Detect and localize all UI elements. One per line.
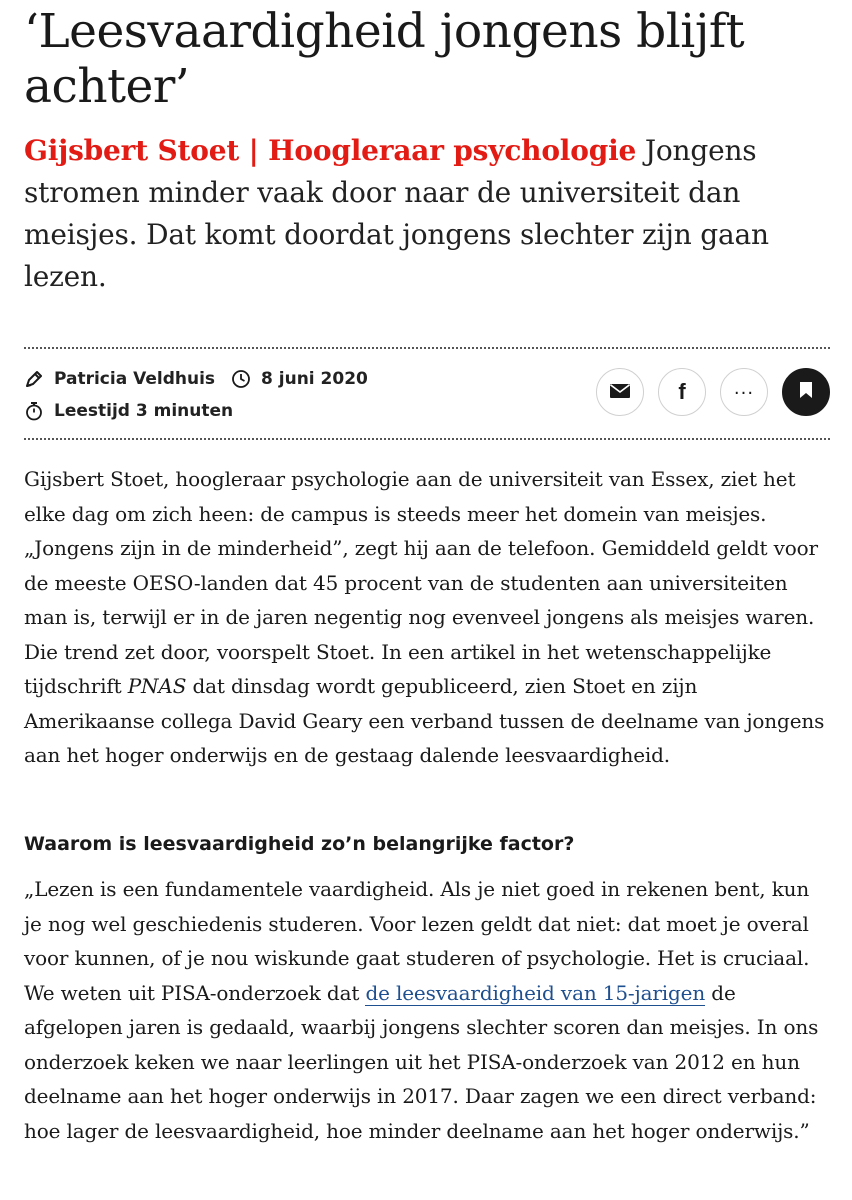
bookmark-button[interactable]	[782, 368, 830, 416]
email-share-button[interactable]	[596, 368, 644, 416]
paragraph-1	[24, 462, 830, 773]
paragraph-2	[24, 872, 830, 1148]
p1-text-b: dat dinsdag wordt gepubliceerd, zien Stoet en zijn Amerikaanse collega David Geary een verband tussen de deelname van jongens aan het hoger onderwijs en de gestaag dalende leesvaardigheid.	[24, 674, 825, 767]
facebook-share-button[interactable]	[658, 368, 706, 416]
intro-kicker[interactable]: Gijsbert Stoet | Hoogleraar psychologie	[24, 134, 637, 167]
meta-reading-time	[24, 401, 233, 421]
share-actions	[582, 368, 830, 416]
reading-time: Leestijd 3 minuten	[54, 401, 234, 421]
clock-icon	[231, 369, 251, 389]
journal-name: PNAS	[127, 674, 187, 698]
author-name[interactable]: Patricia Veldhuis	[54, 369, 216, 389]
p1-text-a: Gijsbert Stoet, hoogleraar psychologie aan de universiteit van Essex, ziet het elke dag om zich heen: de campus is steeds meer het domein van meisjes. „Jongens zijn in de minderheid”, zegt hij aan de telefoon. Gemiddeld geldt voor de meeste OESO-landen dat 45 procent van de studenten aan universiteiten man is, terwijl er in de jaren negentig nog evenveel jongens als meisjes waren. Die trend zet door, voorspelt Stoet. In een artikel in het wetenschappelijke tijdschrift	[24, 467, 818, 698]
publish-date: 8 juni 2020	[261, 369, 368, 389]
pisa-link[interactable]: de leesvaardigheid van 15-jarigen	[365, 980, 706, 1005]
question-subhead: Waarom is leesvaardigheid zo’n belangrijke factor?	[24, 833, 575, 855]
envelope-icon	[610, 383, 630, 402]
intro-text: Jongens stromen minder vaak door naar de universiteit dan meisjes. Dat komt doordat jongens slechter zijn gaan lezen.	[24, 134, 769, 293]
facebook-icon: f	[678, 379, 686, 404]
article-intro	[24, 130, 830, 298]
p2-text-b: de afgelopen jaren is gedaald, waarbij jongens slechter scoren dan meisjes. In ons onderzoek keken we naar leerlingen uit het PISA-onderzoek van 2012 en hun deelname aan het hoger onderwijs in 2017. Daar zagen we een direct verband: hoe lager de leesvaardigheid, hoe minder deelname aan het hoger onderwijs.”	[24, 980, 819, 1143]
article-headline: ‘Leesvaardigheid jongens blijft achter’	[24, 4, 745, 114]
bookmark-icon	[799, 381, 813, 403]
meta-divider	[24, 438, 830, 440]
meta-author-date	[24, 369, 368, 389]
stopwatch-icon	[24, 401, 44, 421]
date-group	[231, 369, 368, 389]
article-meta	[24, 347, 830, 435]
pen-icon	[24, 369, 44, 389]
p2-text-a: „Lezen is een fundamentele vaardigheid. Als je niet goed in rekenen bent, kun je nog wel geschiedenis studeren. Voor lezen geldt dat niet: dat moet je overal voor kunnen, of je nou wiskunde gaat studeren of psychologie. Het is cruciaal. We weten uit PISA-onderzoek dat	[24, 877, 810, 1005]
more-options-button[interactable]	[720, 368, 768, 416]
more-icon: ...	[733, 377, 755, 399]
